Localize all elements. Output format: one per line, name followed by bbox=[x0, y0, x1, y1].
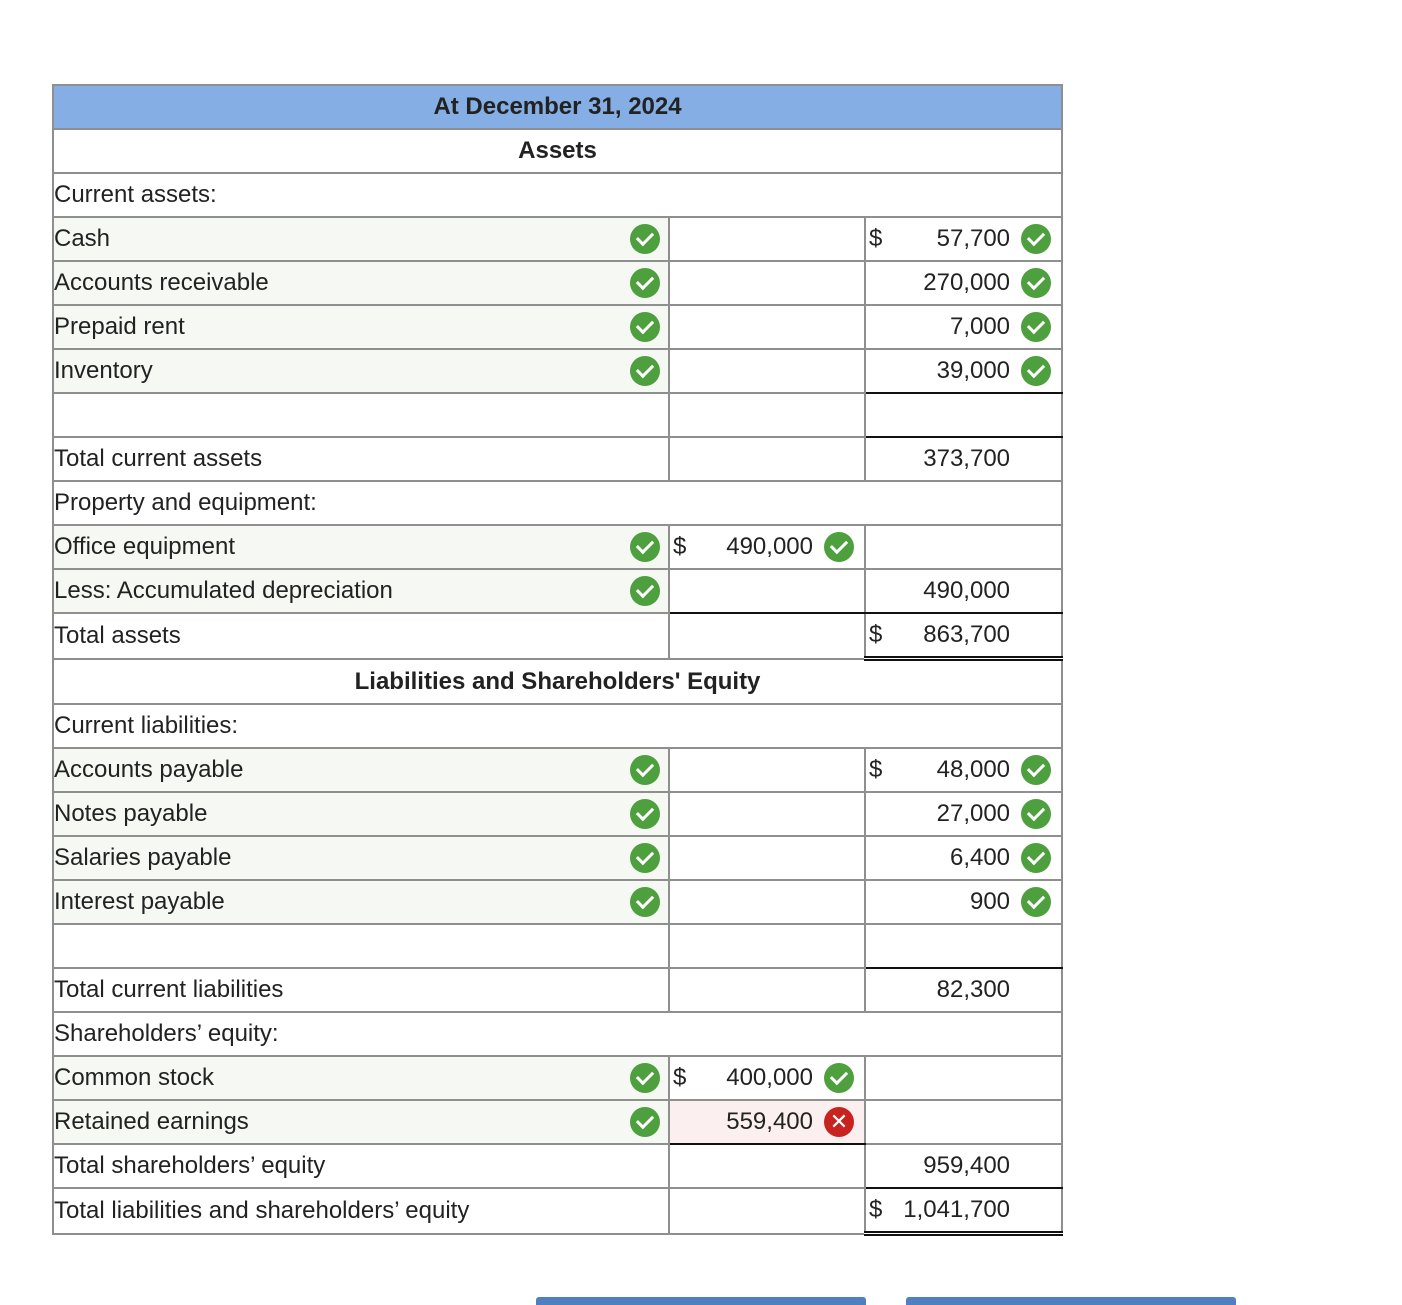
blank-label-input[interactable] bbox=[53, 924, 669, 968]
table-row bbox=[53, 1100, 1062, 1144]
np-label: Notes payable bbox=[54, 800, 208, 827]
check-icon bbox=[630, 356, 660, 386]
prepaid-label: Prepaid rent bbox=[54, 313, 185, 340]
total-equity-value: 959,400 bbox=[923, 1152, 1011, 1179]
ar-label-cell[interactable] bbox=[53, 261, 669, 305]
accum-dep-label: Less: Accumulated depreciation bbox=[54, 577, 393, 604]
table-row bbox=[53, 1056, 1062, 1100]
header-row bbox=[53, 85, 1062, 129]
total-current-assets-label: Total current assets bbox=[53, 437, 669, 481]
check-icon bbox=[630, 887, 660, 917]
ar-label: Accounts receivable bbox=[54, 269, 269, 296]
interest-label-cell[interactable] bbox=[53, 880, 669, 924]
ppe-heading: Property and equipment: bbox=[53, 481, 1062, 525]
accum-dep-col2-input[interactable] bbox=[669, 569, 865, 613]
office-equipment-col3-input[interactable] bbox=[865, 525, 1062, 569]
prev-button[interactable] bbox=[536, 1297, 866, 1305]
ar-amount-input[interactable] bbox=[865, 261, 1062, 305]
check-icon bbox=[630, 843, 660, 873]
check-icon bbox=[630, 1107, 660, 1137]
accum-dep-value: 490,000 bbox=[923, 577, 1011, 604]
statement-date: At December 31, 2024 bbox=[53, 85, 1062, 129]
retained-earnings-amount-input[interactable] bbox=[669, 1100, 865, 1144]
ar-value: 270,000 bbox=[923, 269, 1011, 296]
table-row bbox=[53, 261, 1062, 305]
office-equipment-label: Office equipment bbox=[54, 533, 235, 560]
dollar-sign: $ bbox=[869, 225, 883, 252]
check-icon bbox=[630, 799, 660, 829]
check-icon bbox=[630, 755, 660, 785]
liabilities-header-row bbox=[53, 659, 1062, 705]
inventory-amount-input[interactable] bbox=[865, 349, 1062, 393]
ap-label-cell[interactable] bbox=[53, 748, 669, 792]
table-row bbox=[53, 748, 1062, 792]
office-equipment-value: 490,000 bbox=[726, 533, 813, 560]
blank-row bbox=[53, 924, 1062, 968]
check-icon bbox=[630, 576, 660, 606]
retained-earnings-label: Retained earnings bbox=[54, 1108, 249, 1135]
blank-row bbox=[53, 393, 1062, 437]
cash-amount-input[interactable] bbox=[865, 217, 1062, 261]
check-icon bbox=[630, 1063, 660, 1093]
np-label-cell[interactable] bbox=[53, 792, 669, 836]
accum-dep-label-cell[interactable] bbox=[53, 569, 669, 613]
check-icon bbox=[1021, 799, 1051, 829]
interest-amount-input[interactable] bbox=[865, 880, 1062, 924]
table-row bbox=[53, 880, 1062, 924]
blank-col2-input[interactable] bbox=[669, 924, 865, 968]
table-row bbox=[53, 349, 1062, 393]
check-icon bbox=[824, 1063, 854, 1093]
table-row bbox=[53, 569, 1062, 613]
total-le-col2[interactable] bbox=[669, 1188, 865, 1234]
dollar-sign: $ bbox=[869, 621, 883, 648]
common-stock-label: Common stock bbox=[54, 1064, 215, 1091]
salaries-col2-input[interactable] bbox=[669, 836, 865, 880]
salaries-label: Salaries payable bbox=[54, 844, 232, 871]
table-row bbox=[53, 1188, 1062, 1234]
check-icon bbox=[1021, 312, 1051, 342]
common-stock-amount-input[interactable] bbox=[669, 1056, 865, 1100]
table-row bbox=[53, 1144, 1062, 1188]
salaries-amount-input[interactable] bbox=[865, 836, 1062, 880]
interest-col2-input[interactable] bbox=[669, 880, 865, 924]
total-current-liabilities-amount bbox=[865, 968, 1062, 1012]
balance-sheet-table bbox=[52, 84, 1063, 1236]
table-row bbox=[53, 217, 1062, 261]
prepaid-col2-input[interactable] bbox=[669, 305, 865, 349]
total-le-amount bbox=[865, 1188, 1062, 1234]
table-row bbox=[53, 836, 1062, 880]
np-amount-input[interactable] bbox=[865, 792, 1062, 836]
ar-col2-input[interactable] bbox=[669, 261, 865, 305]
ap-label: Accounts payable bbox=[54, 756, 244, 783]
check-icon bbox=[824, 532, 854, 562]
total-equity-amount bbox=[865, 1144, 1062, 1188]
table-row bbox=[53, 613, 1062, 659]
total-equity-label: Total shareholders’ equity bbox=[53, 1144, 669, 1188]
salaries-label-cell[interactable] bbox=[53, 836, 669, 880]
office-equipment-amount-input[interactable] bbox=[669, 525, 865, 569]
assets-header-row bbox=[53, 129, 1062, 173]
prepaid-value: 7,000 bbox=[949, 313, 1011, 340]
cash-col2-input[interactable] bbox=[669, 217, 865, 261]
check-icon bbox=[630, 312, 660, 342]
dollar-sign: $ bbox=[673, 1064, 687, 1091]
table-row bbox=[53, 525, 1062, 569]
np-col2-input[interactable] bbox=[669, 792, 865, 836]
current-assets-heading: Current assets: bbox=[53, 173, 1062, 217]
total-current-assets-amount bbox=[865, 437, 1062, 481]
retained-earnings-label-cell[interactable] bbox=[53, 1100, 669, 1144]
liabilities-title: Liabilities and Shareholders' Equity bbox=[53, 659, 1062, 705]
ap-amount-input[interactable] bbox=[865, 748, 1062, 792]
check-icon bbox=[630, 268, 660, 298]
ap-col2-input[interactable] bbox=[669, 748, 865, 792]
np-value: 27,000 bbox=[936, 800, 1011, 827]
total-le-label: Total liabilities and shareholders’ equity bbox=[53, 1188, 669, 1234]
total-current-liabilities-col2[interactable] bbox=[669, 968, 865, 1012]
retained-earnings-col3-input[interactable] bbox=[865, 1100, 1062, 1144]
assets-title: Assets bbox=[53, 129, 1062, 173]
interest-label: Interest payable bbox=[54, 888, 225, 915]
dollar-sign: $ bbox=[673, 533, 687, 560]
inventory-value: 39,000 bbox=[936, 357, 1011, 384]
total-assets-value: 863,700 bbox=[923, 621, 1011, 648]
current-liabilities-heading: Current liabilities: bbox=[53, 704, 1062, 748]
common-stock-label-cell[interactable] bbox=[53, 1056, 669, 1100]
blank-col3-input[interactable] bbox=[865, 393, 1062, 437]
dollar-sign: $ bbox=[869, 756, 883, 783]
check-icon bbox=[1021, 755, 1051, 785]
total-current-assets-value: 373,700 bbox=[923, 445, 1011, 472]
salaries-value: 6,400 bbox=[949, 844, 1011, 871]
accum-dep-amount bbox=[865, 569, 1062, 613]
table-row bbox=[53, 792, 1062, 836]
total-current-assets-col2[interactable] bbox=[669, 437, 865, 481]
inventory-col2-input[interactable] bbox=[669, 349, 865, 393]
incorrect-icon: ✕ bbox=[824, 1107, 854, 1137]
total-current-liabilities-label: Total current liabilities bbox=[53, 968, 669, 1012]
total-equity-col2[interactable] bbox=[669, 1144, 865, 1188]
total-assets-col2[interactable] bbox=[669, 613, 865, 659]
retained-earnings-value: 559,400 bbox=[726, 1108, 813, 1135]
table-row bbox=[53, 437, 1062, 481]
table-row bbox=[53, 305, 1062, 349]
shareholders-equity-heading: Shareholders’ equity: bbox=[53, 1012, 1062, 1056]
total-current-liabilities-value: 82,300 bbox=[936, 976, 1011, 1003]
cash-label: Cash bbox=[54, 225, 111, 252]
check-icon bbox=[1021, 224, 1051, 254]
check-icon bbox=[1021, 887, 1051, 917]
blank-col3-input[interactable] bbox=[865, 924, 1062, 968]
check-icon bbox=[1021, 268, 1051, 298]
check-icon bbox=[1021, 843, 1051, 873]
office-equipment-label-cell[interactable] bbox=[53, 525, 669, 569]
cash-value: 57,700 bbox=[936, 225, 1011, 252]
common-stock-col3-input[interactable] bbox=[865, 1056, 1062, 1100]
table-row bbox=[53, 968, 1062, 1012]
prepaid-label-cell[interactable] bbox=[53, 305, 669, 349]
check-icon bbox=[1021, 356, 1051, 386]
total-assets-amount bbox=[865, 613, 1062, 659]
blank-label-input[interactable] bbox=[53, 393, 669, 437]
total-le-value: 1,041,700 bbox=[903, 1196, 1011, 1223]
total-assets-label: Total assets bbox=[53, 613, 669, 659]
check-icon bbox=[630, 224, 660, 254]
inventory-label-cell[interactable] bbox=[53, 349, 669, 393]
common-stock-value: 400,000 bbox=[726, 1064, 813, 1091]
blank-col2-input[interactable] bbox=[669, 393, 865, 437]
interest-value: 900 bbox=[969, 888, 1011, 915]
check-icon bbox=[630, 532, 660, 562]
next-button[interactable] bbox=[906, 1297, 1236, 1305]
ap-value: 48,000 bbox=[936, 756, 1011, 783]
dollar-sign: $ bbox=[869, 1196, 883, 1223]
prepaid-amount-input[interactable] bbox=[865, 305, 1062, 349]
cash-label-cell[interactable] bbox=[53, 217, 669, 261]
inventory-label: Inventory bbox=[54, 357, 153, 384]
